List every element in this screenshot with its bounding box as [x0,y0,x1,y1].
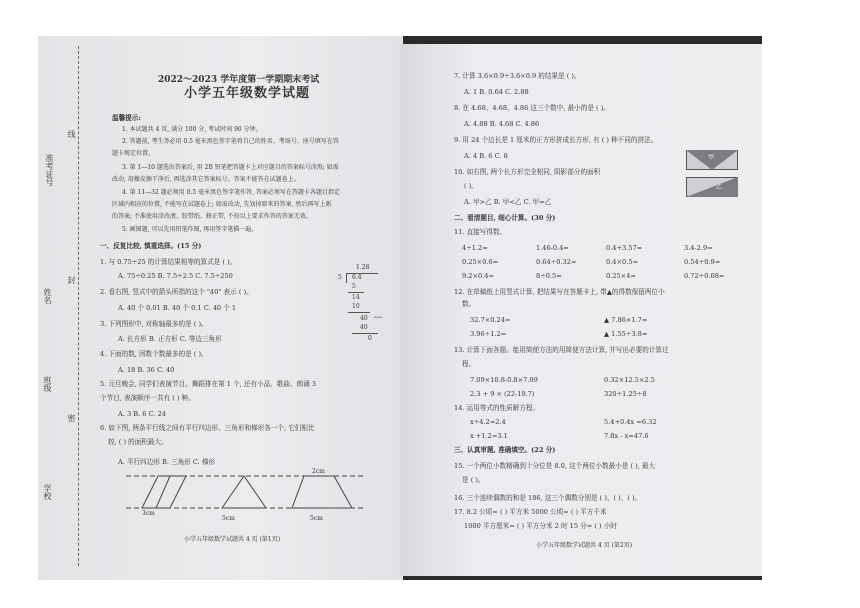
notice-title: 温馨提示: [112,114,141,122]
exam-photo [38,36,762,580]
calc-item: 9.2×0.4= [462,272,495,280]
question: 7. 计算 3.6×0.9÷3.6×0.9 的结果是 ( )。 [454,72,581,80]
calc-item: 3.96÷1.2= [470,330,507,338]
question: 13. 计算下面各题。能用简便方法的用简便方法计算, 并写出必要的计算过 [454,346,669,354]
question: 3. 下列图形中, 对称轴最多的是 ( )。 [100,320,208,328]
calc-item: 0.25×4= [606,272,636,280]
question: 程。 [462,360,476,368]
left-page [38,36,403,580]
calc-item: 32.7×0.24= [470,316,511,324]
dim-top: 2cm [312,468,325,475]
question: 8. 在 4.68、4.68、4.86 这三个数中, 最小的是 ( )。 [454,104,610,112]
exam-title: 小学五年级数学试题 [184,86,311,101]
question: 个节目, 表演顺序一共有 ( ) 种。 [100,394,195,402]
page-footer: 小学五年级数学试题共 4 页 (第2页) [536,542,633,549]
calc-item: 0.64÷0.32= [536,258,577,266]
question: 是 ( )。 [462,476,485,484]
calc-item: 0.25×0.6= [462,258,499,266]
calc-item: 0.4+3.57= [606,244,643,252]
calc-item: 2.3 + 9 × (22-19.7) [470,390,535,398]
question: 数。 [462,300,476,308]
question: 14. 运用等式的性质解方程。 [454,404,540,412]
question: 12. 在草稿纸上用竖式计算, 把结果写在答题卡上, 带▲的得数保留两位小 [454,288,665,296]
jia-label: 甲 [708,154,715,161]
options: A. 4.88 B. 4.68 C. 4.86 [464,120,540,128]
equation: 5.4+0.4x =6.32 [604,418,657,426]
question: 4. 下面的数, 因数个数最多的是 ( )。 [100,350,208,358]
question: 16. 三个连续偶数的和是 186, 这三个偶数分别是 ( )、( )、( )。 [454,494,642,502]
dim-c: 5cm [310,515,323,522]
divisor: 5 [338,274,342,281]
seal2-label: 密 [67,414,76,422]
options: A. 3 B. 6 C. 24 [118,410,166,418]
binding-line [78,46,79,566]
division-step: 40 [360,324,368,331]
division-step-arrowed: 40 [360,315,368,322]
options: A. 长方形 B. 正方形 C. 等边三角形 [118,335,222,343]
options: A. 甲>乙 B. 甲<乙 C. 甲=乙 [464,198,552,206]
calc-item: ▲ 7.86×1.7≈ [604,316,648,324]
question: 11. 直接写得数。 [454,228,507,236]
question: 1. 与 0.75÷25 的计算结果相等的算式是 ( )。 [100,258,237,266]
notice-line: 改动, 用橡皮擦干净后, 再选涂其它答案标号。答案不能答在试题卷上。 [112,176,300,183]
calc-item: 8÷0.5= [536,272,562,280]
division-step: 10 [352,303,360,310]
notice-line: 1. 本试题共 4 页, 满分 100 分, 考试时间 90 分钟。 [122,126,262,133]
notice-line: 2. 答题前, 考生务必用 0.5 毫米黑色签字笔将自己的姓名、考场号、座号填写在答 [122,138,339,145]
calc-item: 0.72÷0.08= [684,272,725,280]
division-step: 0 [368,335,372,342]
calc-item: 7.09×10.8-0.8×7.09 [470,376,538,384]
calc-item: 1.46-0.4= [536,244,569,252]
calc-item: 3.4-2.9= [684,244,713,252]
name-label: 姓名 [43,288,52,304]
exam-header: 2022～2023 学年度第一学期期末考试 [158,75,320,85]
seal-line-label: 线 [67,130,76,138]
class-label: 班级 [43,376,52,392]
options: A. 40 个 0.01 B. 40 个 0.1 C. 40 个 1 [118,304,237,312]
calc-item: 0.54÷0.9= [684,258,721,266]
notice-line: 区域内相应的位置, 不能写在试题卷上; 如需改动, 先划掉原来的答案, 然后再写上新 [112,201,332,208]
options: A. 1 B. 0.64 C. 2.88 [464,88,529,96]
options: A. 18 B. 36 C. 40 [118,366,175,374]
division-step: 14 [352,294,360,301]
yi-label: 乙 [716,184,723,191]
equation: x÷4.2=2.4 [470,418,506,426]
right-page [400,44,762,576]
equation: 7.8x - x=47.6 [604,432,649,440]
options: A. 75÷0.25 B. 7.5÷2.5 C. 7.5÷250 [118,272,233,280]
dim-b: 5cm [222,515,235,522]
section-heading: 二、看清题目, 细心计算。(30 分) [454,214,556,222]
options: A. 平行四边形 B. 三角形 C. 梯形 [118,458,216,466]
calc-item: 0.32×12.5×2.5 [604,376,655,384]
question: 17. 8.2 公顷= ( ) 平方米 5000 公顷= ( ) 平方千米 [454,508,607,516]
question: ( )。 [464,182,478,190]
exam-no-label: 准考证号 [45,154,54,186]
notice-line: 4. 第 11—32 题必须用 0.5 毫米黑色签字笔作答, 答案必须写在答题卡各题目指定 [122,189,340,196]
calc-item: 0.4×0.5= [606,258,639,266]
notice-line: 3. 第 1—10 题选出答案后, 用 2B 铅笔把答题卡上对应题目的答案标号涂黑; 如需 [122,164,339,171]
calc-item: 4÷1.2= [462,244,488,252]
question: 10. 如右图, 两个长方形完全相同, 阴影部分的面积 [454,168,601,176]
section-heading: 一、反复比较, 慎重选择。(15 分) [100,242,202,250]
page-footer: 小学五年级数学试题共 4 页 (第1页) [184,536,281,543]
notice-line: 的答案; 不准使用涂改液、胶带纸、修正带, 不按以上要求作答的答案无效。 [112,213,312,220]
question: 9. 用 24 个边长是 1 厘米的正方形拼成长方形, 有 ( ) 种不同的拼法。 [454,136,658,144]
question: 5. 元旦晚会, 同学们表演节目。舞蹈排在第 1 个, 还有小品、歌曲、朗诵 3 [100,380,317,388]
equation: x +1.2=3.1 [470,432,508,440]
yi-shading [686,177,738,197]
question: 6. 如下图, 两条平行线之间有平行四边形、三角形和梯形各一个, 它们相比 [100,424,315,432]
question: 1000 平方厘米= ( ) 平方分米 2 时 15 分= ( ) 小时 [464,522,617,530]
calc-item: ▲ 1.55÷3.8≈ [604,330,648,338]
question: 15. 一个两位小数精确到十分位是 8.0, 这个两位小数最小是 ( ), 最大 [454,462,656,470]
question: 较, ( ) 的面积最大。 [108,438,168,446]
dividend: 6.4 [352,274,362,281]
calc-item: 320÷1.25÷8 [604,390,647,398]
parallel-shapes-figure [126,466,366,528]
notice-line: 5. 画图题, 可以先用铅笔作图, 再用签字笔描一遍。 [122,226,258,233]
school-label: 学校 [43,484,52,500]
notice-line: 题卡规定位置。 [112,150,155,157]
options: A. 4 B. 6 C. 8 [464,152,508,160]
question: 2. 看右图, 竖式中的箭头所指的这个 "40" 表示 ( )。 [100,288,253,296]
arrow-icon: ⟵ [374,314,383,321]
dim-a: 3cm [142,510,155,517]
section-heading: 三、认真审题, 准确填空。(22 分) [454,446,556,454]
seal-label: 封 [67,276,76,284]
quotient: 1.28 [356,264,370,271]
division-step: 5 [352,283,356,290]
